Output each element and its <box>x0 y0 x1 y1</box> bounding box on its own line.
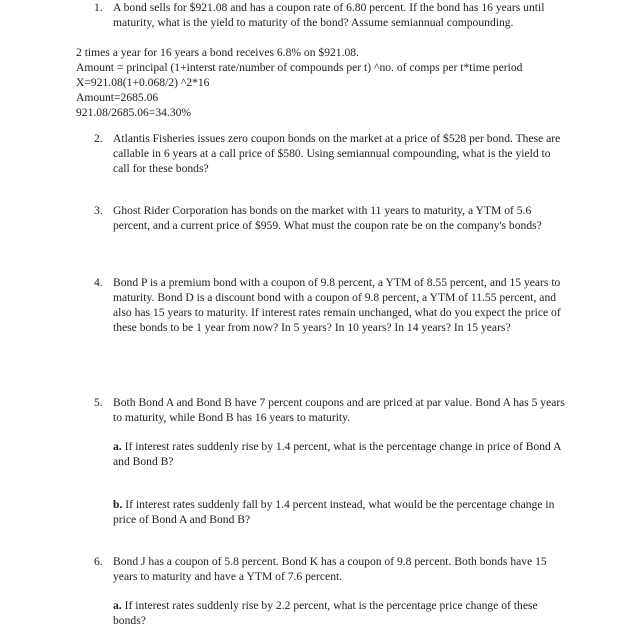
question-text: Bond J has a coupon of 5.8 percent. Bond K has a coupon of 9.8 percent. Both bonds have 15 years to maturity and have a YTM of 7.6 percent. <box>113 555 547 583</box>
question-5-part-a <box>113 439 568 469</box>
answer-line: Amount=2685.06 <box>76 91 159 104</box>
answer-line: Amount = principal (1+interst rate/number of compounds per t) ^no. of comps per t*time period <box>76 61 523 74</box>
part-letter: b. <box>113 498 123 511</box>
question-2 <box>94 131 574 176</box>
question-text: Both Bond A and Bond B have 7 percent coupons and are priced at par value. Bond A has 5 years to maturity, while Bond B has 16 years to maturity. <box>113 396 565 424</box>
question-text: A bond sells for $921.08 and has a coupon rate of 6.80 percent. If the bond has 16 years until maturity, what is the yield to maturity of the bond? Assume semiannual compounding. <box>113 1 545 29</box>
question-number: 3. <box>94 204 103 217</box>
question-text: Atlantis Fisheries issues zero coupon bonds on the market at a price of $528 per bond. These are callable in 6 years at a call price of $580. Using semiannual compounding, what is the yield to call for these bonds? <box>113 132 561 175</box>
question-3 <box>94 203 574 233</box>
question-4 <box>94 275 574 335</box>
question-number: 6. <box>94 555 103 568</box>
question-5 <box>94 395 574 425</box>
question-number: 5. <box>94 396 103 409</box>
part-text: If interest rates suddenly rise by 2.2 percent, what is the percentage price change of these bonds? <box>113 599 538 627</box>
part-text: If interest rates suddenly rise by 1.4 percent, what is the percentage change in price of Bond A and Bond B? <box>113 440 561 468</box>
question-number: 4. <box>94 276 103 289</box>
question-1-answer <box>76 45 576 120</box>
answer-line: X=921.08(1+0.068/2) ^2*16 <box>76 76 210 89</box>
question-6 <box>94 554 574 584</box>
part-letter: a. <box>113 440 122 453</box>
question-text: Bond P is a premium bond with a coupon of 9.8 percent, a YTM of 8.55 percent, and 15 years to maturity. Bond D is a discount bond with a coupon of 9.8 percent, a YTM of 11.55 percent, and also has 15 years to maturity. If interest rates remain unchanged, what do you expect the price of these bonds to be 1 year from now? In 5 years? In 10 years? In 14 years? In 15 years? <box>113 276 561 334</box>
answer-line: 2 times a year for 16 years a bond receives 6.8% on $921.08. <box>76 46 359 59</box>
question-text: Ghost Rider Corporation has bonds on the market with 11 years to maturity, a YTM of 5.6 percent, and a current price of $959. What must the coupon rate be on the company's bonds? <box>113 204 542 232</box>
question-1 <box>94 0 574 30</box>
question-6-part-a <box>113 598 568 628</box>
part-letter: a. <box>113 599 122 612</box>
question-number: 2. <box>94 132 103 145</box>
part-text: If interest rates suddenly fall by 1.4 percent instead, what would be the percentage change in price of Bond A and Bond B? <box>113 498 555 526</box>
question-5-part-b <box>113 497 568 527</box>
question-number: 1. <box>94 1 103 14</box>
answer-line: 921.08/2685.06=34.30% <box>76 106 192 119</box>
